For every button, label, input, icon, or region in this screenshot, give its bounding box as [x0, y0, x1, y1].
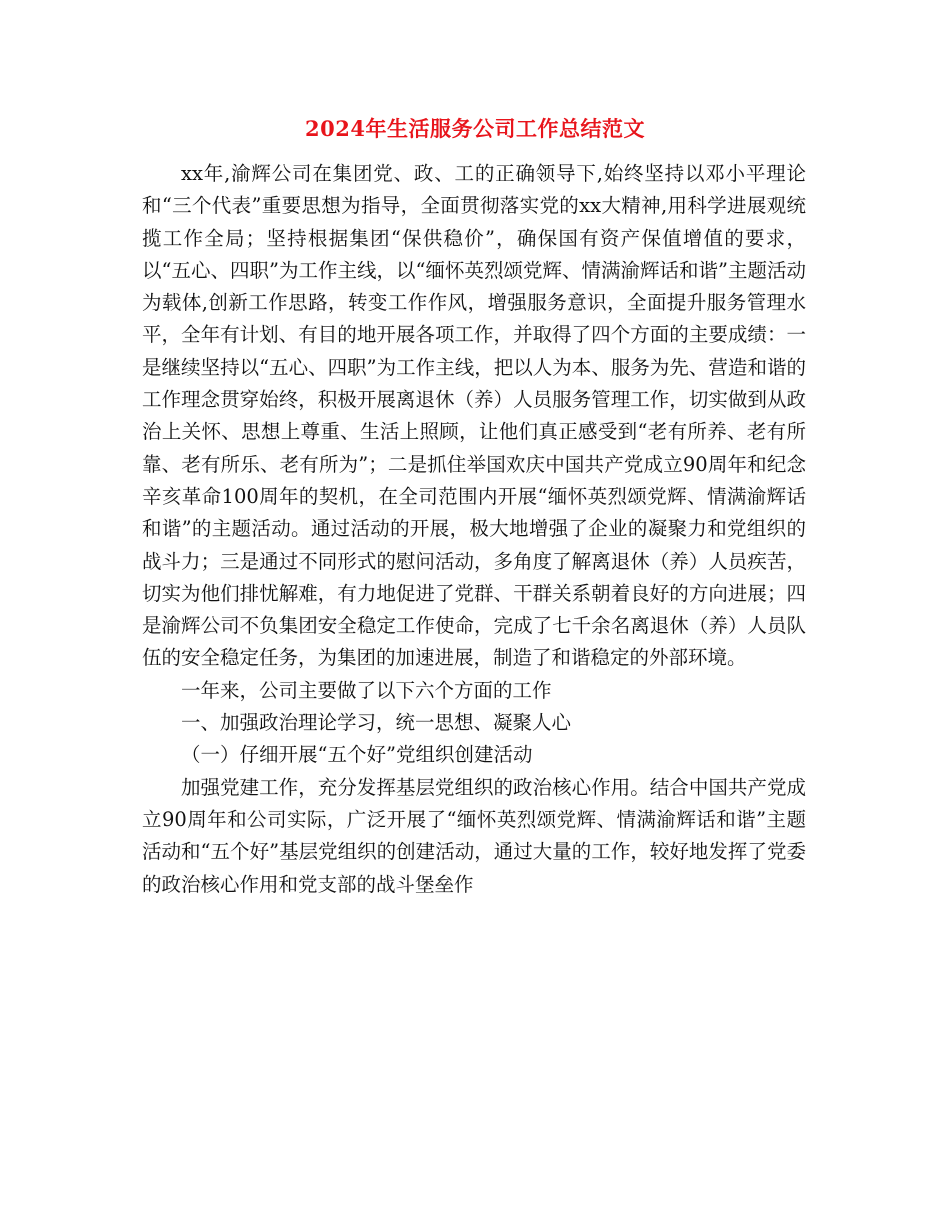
paragraph-summary: xx年,渝辉公司在集团党、政、工的正确领导下,始终坚持以邓小平理论和“三个代表”重要思想为指导，全面贯彻落实党的xx大精神,用科学进展观统揽工作全局；坚持根据集团“保供稳价”，确保国有资产保值增值的要求，以“五心、四职”为工作主线，以“缅怀英烈颂党辉、情满渝辉话和谐”主题活动为载体,创新工作思路，转变工作作风，增强服务意识，全面提升服务管理水平，全年有计划、有目的地开展各项工作，并取得了四个方面的主要成绩：一是继续坚持以“五心、四职”为工作主线，把以人为本、服务为先、营造和谐的工作理念贯穿始终，积极开展离退休（养）人员服务管理工作，切实做到从政治上关怀、思想上尊重、生活上照顾，让他们真正感受到“老有所养、老有所靠、老有所乐、老有所为”；二是抓住举国欢庆中国共产党成立90周年和纪念辛亥革命100周年的契机，在全司范围内开展“缅怀英烈颂党辉、情满渝辉话和谐”的主题活动。通过活动的开展，极大地增强了企业的凝聚力和党组织的战斗力；三是通过不同形式的慰问活动，多角度了解离退休（养）人员疾苦，切实为他们排忧解难，有力地促进了党群、干群关系朝着良好的方向进展；四是渝辉公司不负集团安全稳定工作使命，完成了七千余名离退休（养）人员队伍的安全稳定任务，为集团的加速进展，制造了和谐稳定的外部环境。 — [142, 162, 806, 670]
paragraph-intro: 一年来，公司主要做了以下六个方面的工作 — [181, 678, 552, 702]
document-body — [142, 158, 806, 901]
document-title: 2024年生活服务公司工作总结范文 — [305, 116, 645, 141]
subsection-heading-1: （一）仔细开展“五个好”党组织创建活动 — [181, 743, 533, 767]
paragraph-party-building: 加强党建工作，充分发挥基层党组织的政治核心作用。结合中国共产党成立90周年和公司实际，广泛开展了“缅怀英烈颂党辉、情满渝辉话和谐”主题活动和“五个好”基层党组织的创建活动，通过大量的工作，较好地发挥了党委的政治核心作用和党支部的战斗堡垒作 — [142, 775, 806, 896]
section-heading-1: 一、加强政治理论学习，统一思想、凝聚人心 — [181, 711, 572, 735]
